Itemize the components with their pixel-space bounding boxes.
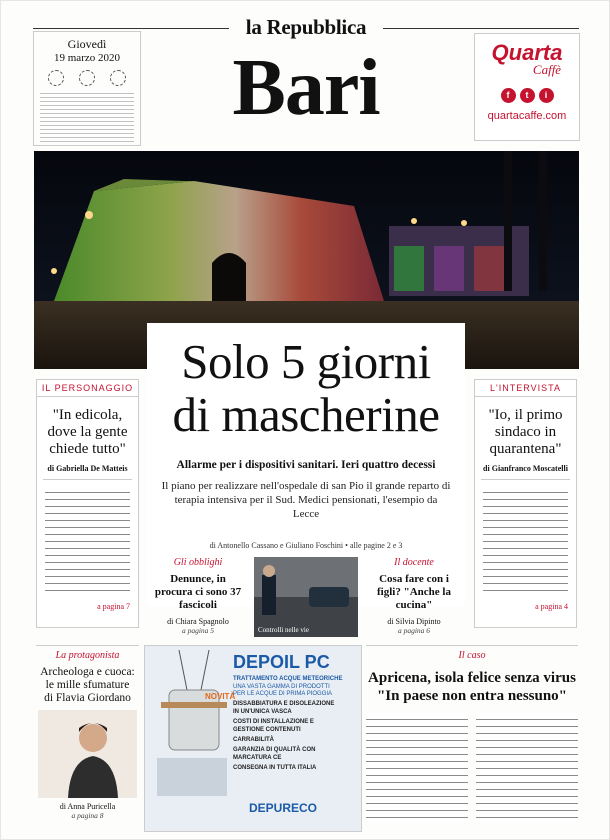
section-kicker: Gli obblighi <box>173 557 223 568</box>
police-illustration <box>254 557 358 637</box>
date-box <box>33 31 141 146</box>
page-ref: a pagina 6 <box>397 626 431 635</box>
date-day: Giovedì <box>67 37 107 51</box>
ad-logo: Quarta <box>491 40 563 65</box>
protagonista-story[interactable] <box>36 645 139 832</box>
ad-social-icons <box>475 88 579 103</box>
ad-line: DISSABBIATURA E DISOLEAZIONE <box>233 701 335 707</box>
personaggio-story[interactable] <box>36 379 139 628</box>
instagram-icon[interactable]: i <box>539 88 554 103</box>
obblighi-story[interactable] <box>146 557 250 637</box>
ad-novita: NOVITÀ <box>205 692 236 701</box>
ad-line: UNA VASTA GAMMA DI PRODOTTI <box>233 684 330 690</box>
photo-caption: Controlli nelle vie <box>258 626 309 634</box>
main-deck: Allarme per i dispositivi sanitari. Ieri quattro decessi <box>176 459 436 471</box>
story-byline: di Silvia Dipinto <box>387 617 441 626</box>
ad-line: CARRABILITÀ <box>233 737 274 743</box>
story-title: Apricena, isola felice senza virus "In paese non entra nessuno" <box>368 670 576 704</box>
ad-logo-sub: Caffè <box>532 62 562 77</box>
ad-title: DEPOIL PC <box>233 652 330 672</box>
twitter-icon[interactable]: t <box>520 88 535 103</box>
story-byline: di Gianfranco Moscatelli <box>481 464 570 480</box>
tank-illustration <box>149 650 239 800</box>
story-body <box>483 486 568 596</box>
ad-line: IN UN'UNICA VASCA <box>233 709 292 715</box>
city-edition-title: Bari <box>232 44 380 132</box>
story-body <box>45 486 130 596</box>
publisher-fineprint <box>40 90 134 142</box>
ad-line: GESTIONE CONTENUTI <box>233 727 301 733</box>
page-ref: a pagina 8 <box>71 811 104 820</box>
page-ref: a pagina 7 <box>97 602 130 611</box>
headline-line-2: di mascherine <box>172 387 440 442</box>
story-title: Denunce, in procura ci sono 37 fascicoli <box>154 573 242 611</box>
ad-line: COSTI DI INSTALLAZIONE E <box>233 719 314 725</box>
ad-line: PER LE ACQUE DI PRIMA PIOGGIA <box>233 691 333 697</box>
story-byline: di Anna Puricella <box>59 802 116 811</box>
page-ref: a pagina 5 <box>181 626 215 635</box>
ad-line: MARCATURA CE <box>233 755 282 761</box>
section-kicker: Il caso <box>458 650 486 661</box>
story-byline: di Gabriella De Matteis <box>43 464 132 480</box>
date-text: 19 marzo 2020 <box>54 52 120 64</box>
ad-url[interactable]: quartacaffe.com <box>487 110 567 122</box>
ad-line: GARANZIA DI QUALITÀ CON <box>233 747 316 753</box>
sun-icon <box>79 70 95 86</box>
section-kicker: Il docente <box>394 557 434 568</box>
story-title: Archeologa e cuoca: le mille sfumature di Flavia Giordano <box>40 666 135 704</box>
headline-line-1: Solo 5 giorni <box>181 334 431 389</box>
chef-photo <box>38 710 137 798</box>
section-kicker: L'INTERVISTA <box>475 380 576 397</box>
weather-icons <box>40 70 134 86</box>
police-photo <box>254 557 358 637</box>
docente-story[interactable] <box>362 557 466 637</box>
story-title: Cosa fare con i figli? "Anche la cucina" <box>377 573 451 611</box>
facebook-icon[interactable]: f <box>501 88 516 103</box>
chef-illustration <box>38 710 137 798</box>
story-title: "In edicola, dove la gente chiede tutto" <box>47 407 128 457</box>
ad-line: CONSEGNA IN TUTTA ITALIA <box>233 765 317 771</box>
quarta-caffe-ad[interactable] <box>474 33 580 141</box>
story-title: "Io, il primo sindaco in quarantena" <box>488 407 563 457</box>
brand-title: la Repubblica <box>245 15 367 39</box>
story-body <box>366 713 578 821</box>
body-column-2 <box>476 713 578 821</box>
section-kicker: IL PERSONAGGIO <box>37 380 138 397</box>
body-column-1 <box>366 713 468 821</box>
sun-icon <box>110 70 126 86</box>
page-ref: a pagina 4 <box>535 602 568 611</box>
apricena-story[interactable] <box>366 645 578 832</box>
sun-icon <box>48 70 64 86</box>
story-byline: di Chiara Spagnolo <box>167 617 229 626</box>
ad-brand: DEPURECO <box>249 801 318 815</box>
main-byline: di Antonello Cassano e Giuliano Foschini • alle pagine 2 e 3 <box>209 541 403 550</box>
intervista-story[interactable] <box>474 379 577 628</box>
main-headline <box>147 335 465 441</box>
section-kicker: La protagonista <box>55 650 120 661</box>
depoil-ad[interactable] <box>144 645 362 832</box>
ad-line: TRATTAMENTO ACQUE METEORICHE <box>233 676 343 682</box>
main-summary: Il piano per realizzare nell'ospedale di san Pio il grande reparto di terapia intensiva per il Sud. Medici pensionati, l'esempio da Lecce <box>161 480 451 520</box>
